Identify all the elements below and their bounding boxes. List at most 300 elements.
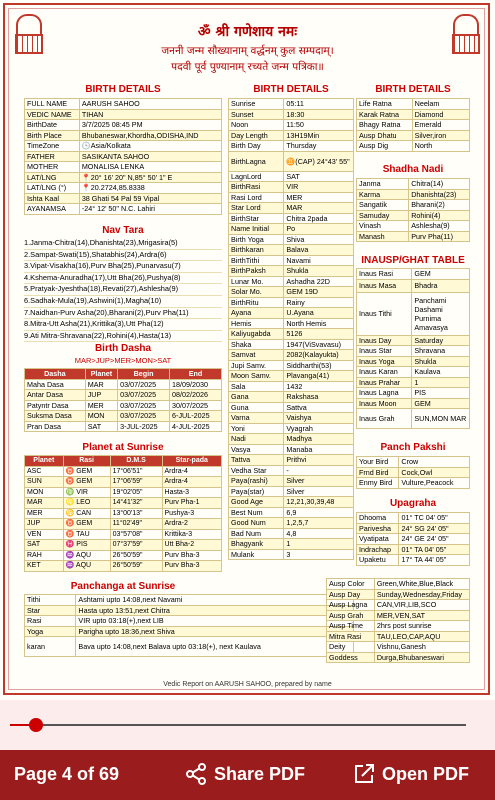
auspicious-table (326, 578, 470, 663)
shloka-line-2: पदवी पूर्व पुण्यानाम् रच्यते जन्म पत्रिका॥ (171, 61, 324, 73)
row-value: -24° 12' 50" N.C. Lahiri (79, 204, 221, 215)
row-label: ASC (25, 466, 64, 477)
row-value: ♉ GEM (63, 466, 110, 477)
table-row (25, 561, 222, 572)
row-value: Siddharthi(53) (284, 360, 354, 371)
row-label: Vedha Star (229, 465, 284, 476)
row-value: Silver (284, 486, 354, 497)
section-title-nav-tara: Nav Tara (102, 225, 144, 236)
row-label: Ausp Lagna (327, 600, 375, 611)
table-row (25, 498, 222, 509)
table-row (357, 544, 470, 555)
slider-track[interactable] (10, 724, 466, 726)
row-value: Bhadra (412, 279, 470, 292)
table-row (229, 182, 354, 193)
column-header: Planet (85, 369, 117, 380)
slider-handle[interactable] (29, 718, 43, 732)
table-row (357, 109, 470, 120)
table-row (229, 339, 354, 350)
table-row (357, 200, 470, 211)
row-value: Chitra(14) (409, 179, 470, 190)
row-label: Birth Yoga (229, 234, 284, 245)
row-label: Ausp Time (327, 621, 375, 632)
row-value: Chitra 2pada (284, 213, 354, 224)
table-row (25, 519, 222, 530)
table-row (229, 255, 354, 266)
table-row (229, 413, 354, 424)
row-value: 2hrs post sunrise (374, 621, 469, 632)
birth-details-table-2 (228, 98, 354, 560)
row-label: Tithi (25, 595, 76, 606)
row-label: Kaliyugabda (229, 329, 284, 340)
row-value: 17°06'51" (110, 466, 162, 477)
row-value: 17°06'59" (110, 477, 162, 488)
row-value: 05:11 (284, 99, 354, 110)
row-label: Mulank (229, 549, 284, 560)
panch-pakshi-table (356, 456, 470, 489)
table-row (229, 381, 354, 392)
row-label: Birth Day (229, 141, 284, 152)
table-row (327, 600, 470, 611)
nav-tara-item: 7.Naidhan-Purv Asha(20),Bharani(2),Purv Pha(11) (24, 308, 222, 320)
section-title-birth-details: BIRTH DETAILS (253, 84, 329, 95)
share-label: Share PDF (214, 763, 306, 784)
row-label: Birthkaran (229, 245, 284, 256)
row-value: Purv Pha-1 (162, 498, 221, 509)
row-label: Upaketu (357, 555, 399, 566)
row-label: Inaus Karan (357, 367, 412, 378)
inausp-table (356, 268, 470, 429)
table-row (25, 400, 222, 411)
row-value: Balava (284, 245, 354, 256)
row-value: 5126 (284, 329, 354, 340)
row-value: 17° TA 44' 05" (399, 555, 470, 566)
row-value: Cock,Owl (399, 467, 470, 478)
table-row (229, 266, 354, 277)
row-value: 📍20.2724,85.8338 (79, 183, 221, 194)
row-value: ♉ TAU (63, 529, 110, 540)
row-value: Ashlesha(9) (409, 221, 470, 232)
row-value: VIR (284, 182, 354, 193)
table-row (327, 610, 470, 621)
row-value: Ardra-4 (162, 466, 221, 477)
row-label: FATHER (25, 151, 80, 162)
row-value: Krittika-3 (162, 529, 221, 540)
row-value: Silver,iron (412, 130, 469, 141)
row-value: GEM (412, 269, 470, 280)
table-row (25, 193, 222, 204)
row-label: Inaus Yoga (357, 356, 412, 367)
row-value: 1 (412, 377, 470, 388)
table-row (357, 221, 470, 232)
row-value: 6-JUL-2025 (170, 411, 222, 422)
row-value: Vyagrah (284, 423, 354, 434)
row-label: Inaus Grah (357, 409, 412, 429)
section-title-upagraha: Upagraha (389, 498, 437, 509)
table-row (357, 99, 470, 110)
row-value: North Hemis (284, 318, 354, 329)
report-footer: Vedic Report on AARUSH SAHOO, prepared by name (163, 681, 332, 688)
row-value: Thursday (284, 141, 354, 152)
dasha-order: MAR>JUP>MER>MON>SAT (74, 356, 172, 365)
row-label: Sala (229, 381, 284, 392)
row-value: 2082(Kalayukta) (284, 350, 354, 361)
row-label: Maha Dasa (25, 379, 86, 390)
row-value: 03/07/2025 (118, 390, 170, 401)
row-label: Tattva (229, 455, 284, 466)
row-label: Bad Num (229, 528, 284, 539)
table-row (25, 120, 222, 131)
row-value: 🕓Asia/Kolkata (79, 141, 221, 152)
row-value: 07°37'59" (110, 540, 162, 551)
row-value: Hasta upto 13:51,next Chitra (76, 605, 354, 616)
row-value: TAU,LEO,CAP,AQU (374, 631, 469, 642)
row-value: Dhanishta(23) (409, 189, 470, 200)
row-label: Nadi (229, 434, 284, 445)
row-label: LAT/LNG (25, 172, 80, 183)
page-slider[interactable] (0, 700, 495, 750)
section-title-shadha-nadi: Shadha Nadi (382, 164, 444, 175)
row-label: LAT/LNG (°) (25, 183, 80, 194)
row-value: Parigha upto 18:36,next Shiva (76, 626, 354, 637)
row-label: Lunar Mo. (229, 276, 284, 287)
row-value: Shukla (284, 266, 354, 277)
table-row (229, 518, 354, 529)
column-header: Rasi (63, 456, 110, 467)
row-value: Diamond (412, 109, 469, 120)
row-value: 1432 (284, 381, 354, 392)
row-value: - (284, 465, 354, 476)
row-value: Crow (399, 457, 470, 468)
row-value: Pushya-3 (162, 508, 221, 519)
row-value: 26°50'59" (110, 550, 162, 561)
nav-tara-item: 1.Janma-Chitra(14),Dhanishta(23),Mrigasira(5) (24, 238, 222, 250)
row-value: 24° SG 24' 05" (399, 523, 470, 534)
row-value: 01° TC 04' 05" (399, 513, 470, 524)
row-value: GEM (412, 398, 470, 409)
row-value: Hasta-3 (162, 487, 221, 498)
table-row (229, 151, 354, 171)
row-value: MER (85, 400, 117, 411)
table-row (327, 652, 470, 663)
nav-tara-item: 3.Vipat-Visakha(16),Purv Bha(25),Punarvasu(7) (24, 261, 222, 273)
row-label: Parivesha (357, 523, 399, 534)
row-value: VIR upto 03:18(+),next LIB (76, 616, 354, 627)
table-row (357, 335, 470, 346)
row-value: Ardra-2 (162, 519, 221, 530)
row-label: Good Num (229, 518, 284, 529)
row-label: Pran Dasa (25, 421, 86, 432)
temple-icon (451, 14, 481, 56)
table-row (25, 109, 222, 120)
row-value: ♉ GEM (63, 477, 110, 488)
row-label: Solar Mo. (229, 287, 284, 298)
row-value: Bhubaneswar,Khordha,ODISHA,IND (79, 130, 221, 141)
row-value: SAT (85, 421, 117, 432)
row-label: Sangatik (357, 200, 409, 211)
table-row (229, 276, 354, 287)
row-label: Ausp Dig (357, 141, 413, 152)
row-value: 14°41'32" (110, 498, 162, 509)
row-value: 30/07/2025 (170, 400, 222, 411)
column-header: Planet (25, 456, 64, 467)
row-value: Madhya (284, 434, 354, 445)
row-value: ♒ AQU (63, 550, 110, 561)
table-row (229, 287, 354, 298)
table-row (229, 130, 354, 141)
table-row (357, 231, 470, 242)
row-label: Rasi Lord (229, 192, 284, 203)
row-label: Name Initial (229, 224, 284, 235)
table-row (25, 637, 354, 657)
row-label: Goddess (327, 652, 375, 663)
row-label: Life Ratna (357, 99, 413, 110)
row-label: LagnLord (229, 171, 284, 182)
row-label: karan (25, 637, 76, 657)
table-row (357, 523, 470, 534)
panchanga-table (24, 594, 354, 657)
row-value: MONALISA LENKA (79, 162, 221, 173)
table-row (25, 162, 222, 173)
row-value: 1947(ViSvavasu) (284, 339, 354, 350)
row-value: Vulture,Peacock (399, 478, 470, 489)
nav-tara-item: 5.Pratyak-Jyeshtha(18),Revati(27),Ashlesha(9) (24, 284, 222, 296)
table-row (25, 529, 222, 540)
row-value: Bava upto 14:08,next Balava upto 03:18(+), next Kaulava (76, 637, 354, 657)
row-value: Po (284, 224, 354, 235)
table-row (229, 224, 354, 235)
row-value: 24° GE 24' 05" (399, 534, 470, 545)
table-row (357, 409, 470, 429)
row-label: SUN (25, 477, 64, 488)
table-row (357, 210, 470, 221)
table-row (229, 99, 354, 110)
row-label: Frnd Bird (357, 467, 399, 478)
row-label: FULL NAME (25, 99, 80, 110)
row-value: Shravana (412, 346, 470, 357)
row-label: Paya(rashi) (229, 476, 284, 487)
row-value: Vaishya (284, 413, 354, 424)
row-label: Enmy Bird (357, 478, 399, 489)
row-label: Your Bird (357, 457, 399, 468)
table-row (229, 318, 354, 329)
row-value: Green,White,Blue,Black (374, 579, 469, 590)
row-value: SUN,MON MAR (412, 409, 470, 429)
table-row (327, 642, 470, 653)
share-pdf-button[interactable] (184, 762, 305, 786)
table-row (25, 172, 222, 183)
row-value: Neelam (412, 99, 469, 110)
row-label: Yoni (229, 423, 284, 434)
row-value: 6,9 (284, 507, 354, 518)
table-row (229, 329, 354, 340)
table-row (25, 130, 222, 141)
row-label: BirthPaksh (229, 266, 284, 277)
row-label: Vinash (357, 221, 409, 232)
row-label: Bhagyank (229, 539, 284, 550)
table-row (327, 589, 470, 600)
row-label: Inaus Tithi (357, 292, 412, 335)
column-header: Dasha (25, 369, 86, 380)
row-value: 3 (284, 549, 354, 560)
row-value: 12,21,30,39,48 (284, 497, 354, 508)
row-value: MAR (85, 379, 117, 390)
row-label: Ausp Color (327, 579, 375, 590)
row-value: Shukla (412, 356, 470, 367)
row-value: MER (284, 192, 354, 203)
table-row (357, 457, 470, 468)
row-label: MON (25, 487, 64, 498)
row-label: Hemis (229, 318, 284, 329)
table-row (357, 179, 470, 190)
row-value: 11°02'49" (110, 519, 162, 530)
table-row (229, 444, 354, 455)
table-row (229, 402, 354, 413)
row-value: Ardra-4 (162, 477, 221, 488)
table-row (357, 130, 470, 141)
row-value: 01° TA 04' 05" (399, 544, 470, 555)
section-title-birth-details: BIRTH DETAILS (375, 84, 451, 95)
row-value: Vishnu,Ganesh (374, 642, 469, 653)
share-icon (184, 762, 208, 786)
dasha-table (24, 368, 222, 432)
row-label: MAR (25, 498, 64, 509)
table-row (229, 465, 354, 476)
table-row (25, 466, 222, 477)
row-label: Suksma Dasa (25, 411, 86, 422)
table-row (357, 398, 470, 409)
row-value: 3-JUL-2025 (118, 421, 170, 432)
row-label: Deity (327, 642, 375, 653)
row-value: SASIKANTA SAHOO (79, 151, 221, 162)
row-value: Ashadha 22D (284, 276, 354, 287)
row-value: 11:50 (284, 120, 354, 131)
table-row (25, 508, 222, 519)
row-value: ♋ CAN (63, 508, 110, 519)
table-row (229, 392, 354, 403)
table-row (25, 540, 222, 551)
open-label: Open PDF (382, 763, 470, 784)
row-label: BirthDate (25, 120, 80, 131)
row-label: Ishta Kaal (25, 193, 80, 204)
table-row (357, 513, 470, 524)
open-external-icon (352, 762, 376, 786)
section-title-panchanga: Panchanga at Sunrise (70, 581, 176, 592)
row-value: Panchami Dashami Purnima Amavasya (412, 292, 470, 335)
table-row (229, 192, 354, 203)
table-row (229, 308, 354, 319)
row-label: Inaus Lagna (357, 388, 412, 399)
row-value: Manaba (284, 444, 354, 455)
table-row (25, 390, 222, 401)
table-row (229, 434, 354, 445)
row-label: BirthTithi (229, 255, 284, 266)
table-row (229, 476, 354, 487)
row-value: 1 (284, 539, 354, 550)
table-row (25, 141, 222, 152)
row-value: 38 Ghati 54 Pal 59 Vipal (79, 193, 221, 204)
row-value: ♌ LEO (63, 498, 110, 509)
row-label: Varna (229, 413, 284, 424)
row-label: Indrachap (357, 544, 399, 555)
row-label: Ausp Grah (327, 610, 375, 621)
row-value: JUP (85, 390, 117, 401)
row-label: Inaus Prahar (357, 377, 412, 388)
row-value: Bharani(2) (409, 200, 470, 211)
row-value: Rohini(4) (409, 210, 470, 221)
section-title-birth-dasha: Birth Dasha (94, 343, 152, 354)
nav-tara-item: 9.Ati Mitra-Shravana(22),Rohini(4),Hasta(13) (24, 331, 222, 343)
row-value: Silver (284, 476, 354, 487)
row-label: Inaus Star (357, 346, 412, 357)
row-label: Jupi Samv. (229, 360, 284, 371)
table-row (229, 234, 354, 245)
row-value: ♉ GEM (63, 519, 110, 530)
row-value: 26°50'59" (110, 561, 162, 572)
row-label: Inaus Rasi (357, 269, 412, 280)
row-value: 08/02/2026 (170, 390, 222, 401)
row-label: Karak Ratna (357, 109, 413, 120)
section-title-birth-details: BIRTH DETAILS (85, 84, 161, 95)
upagraha-table (356, 512, 470, 566)
table-row (357, 555, 470, 566)
row-label: Shaka (229, 339, 284, 350)
table-row (229, 455, 354, 466)
row-value: 03/07/2025 (118, 379, 170, 390)
shloka-line-1: जननी जन्म सौख्यानाम् वर्द्धनम् कुल सम्पदाम्। (161, 45, 334, 57)
table-row (357, 120, 470, 131)
row-value: 3/7/2025 08:45 PM (79, 120, 221, 131)
table-row (25, 379, 222, 390)
column-header: End (170, 369, 222, 380)
table-row (25, 605, 354, 616)
row-value: Kaulava (412, 367, 470, 378)
open-pdf-button[interactable] (352, 762, 469, 786)
row-label: Moon Samv. (229, 371, 284, 382)
table-row (229, 371, 354, 382)
nav-tara-item: 2.Sampat-Swati(15),Shatabhis(24),Ardra(6) (24, 250, 222, 262)
row-label: Patyntr Dasa (25, 400, 86, 411)
row-value: MAR (284, 203, 354, 214)
row-value: Navami (284, 255, 354, 266)
bottom-toolbar (0, 750, 495, 800)
row-label: Day Length (229, 130, 284, 141)
ratna-table (356, 98, 470, 152)
table-row (327, 579, 470, 590)
table-row (229, 528, 354, 539)
row-value: Prithvi (284, 455, 354, 466)
row-value: PIS (412, 388, 470, 399)
row-label: Vasya (229, 444, 284, 455)
row-label: Sunrise (229, 99, 284, 110)
table-row (357, 346, 470, 357)
table-row (357, 356, 470, 367)
table-row (229, 549, 354, 560)
row-value: Sunday,Wednesday,Friday (374, 589, 469, 600)
row-label: BirthLagna (229, 151, 284, 171)
row-value: MER,VEN,SAT (374, 610, 469, 621)
row-label: Star (25, 605, 76, 616)
table-row (357, 388, 470, 399)
row-value: CAN,VIR,LIB,SCO (374, 600, 469, 611)
section-title-planet-sunrise: Planet at Sunrise (82, 442, 164, 453)
row-label: Birth Place (25, 130, 80, 141)
table-row (357, 534, 470, 545)
table-row (25, 99, 222, 110)
table-row (25, 151, 222, 162)
table-row (25, 411, 222, 422)
row-value: 03°57'08" (110, 529, 162, 540)
